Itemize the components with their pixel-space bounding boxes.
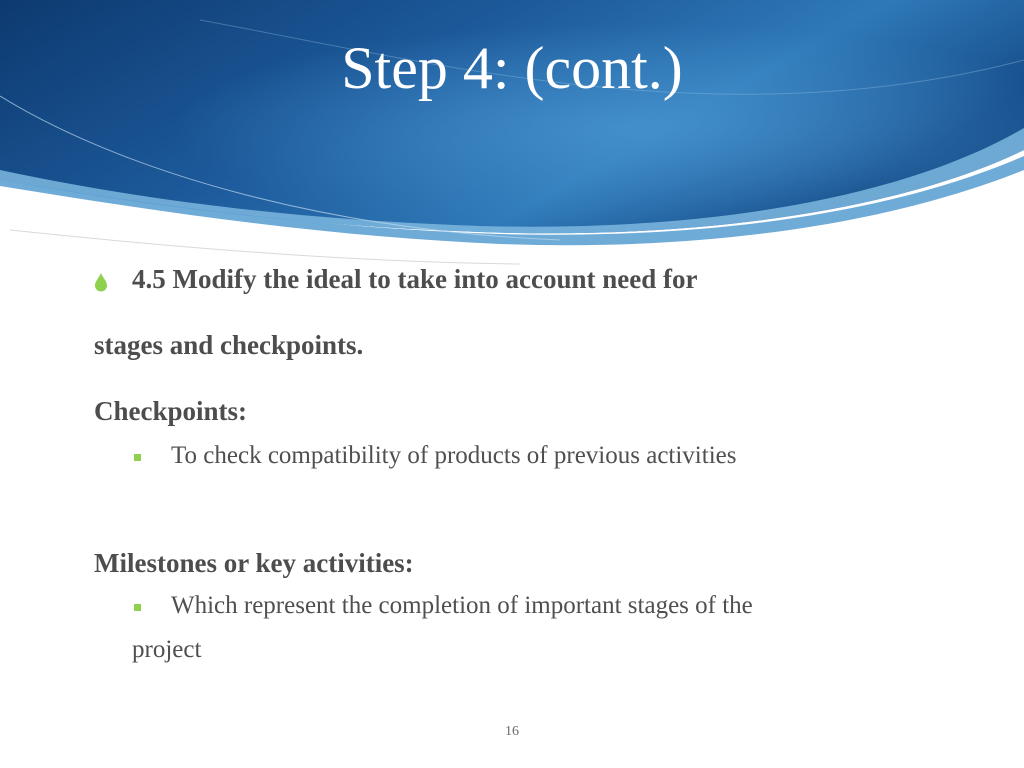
list-item: To check compatibility of products of previous activities — [171, 442, 737, 469]
square-bullet-icon — [134, 604, 141, 611]
bullet-point-line-2: stages and checkpoints. — [94, 330, 364, 360]
water-drop-icon — [94, 272, 108, 292]
slide-title: Step 4: (cont.) — [341, 35, 683, 101]
page-number: 16 — [505, 724, 519, 739]
square-bullet-icon — [134, 454, 141, 461]
section-heading-checkpoints: Checkpoints: — [94, 396, 248, 426]
bullet-point-line-1: 4.5 Modify the ideal to take into account need for — [132, 264, 698, 294]
section-heading-milestones: Milestones or key activities: — [94, 548, 414, 578]
list-item: Which represent the completion of important stages of the — [171, 592, 753, 619]
list-item-continuation: project — [132, 636, 202, 663]
